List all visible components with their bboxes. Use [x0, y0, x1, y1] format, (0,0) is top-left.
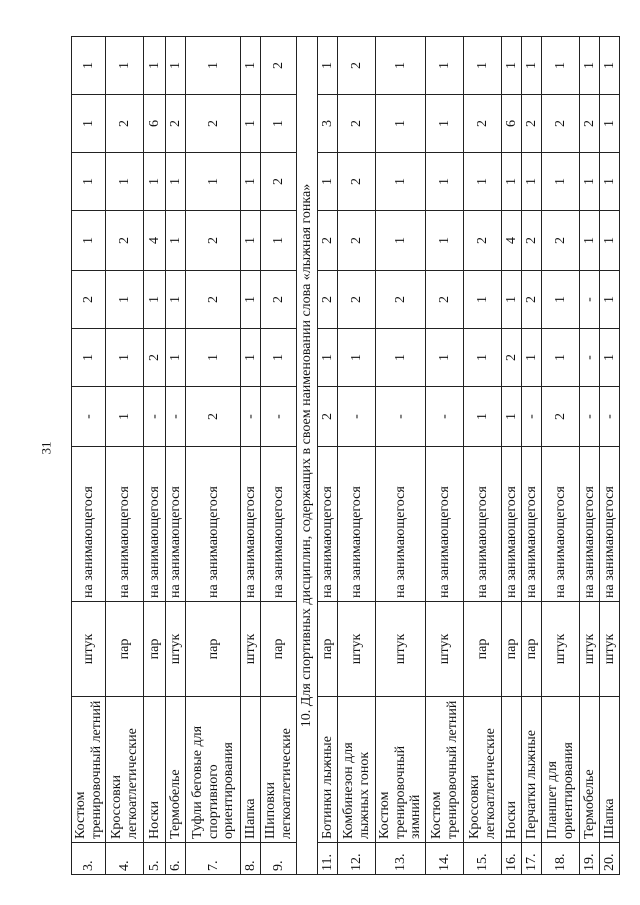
value-cell: 2	[426, 271, 464, 329]
basis-cell: на занимающегося	[261, 447, 297, 602]
value-cell: 6	[502, 95, 522, 153]
value-cell: 2	[338, 153, 376, 211]
value-cell: -	[580, 329, 600, 387]
unit-cell: пар	[318, 602, 338, 697]
basis-cell: на занимающегося	[144, 447, 166, 602]
value-cell: 1	[580, 211, 600, 271]
value-cell: 1	[464, 153, 502, 211]
value-cell: 1	[542, 153, 580, 211]
value-cell: 1	[542, 271, 580, 329]
row-number: 16.	[502, 843, 522, 875]
row-number: 20.	[600, 843, 620, 875]
value-cell: 1	[241, 211, 261, 271]
basis-cell: на занимающегося	[502, 447, 522, 602]
table-row	[580, 37, 600, 875]
value-cell: 1	[106, 329, 144, 387]
value-cell: 1	[542, 329, 580, 387]
value-cell: 2	[542, 211, 580, 271]
row-number: 14.	[426, 843, 464, 875]
value-cell: 1	[580, 37, 600, 95]
table-row	[106, 37, 144, 875]
value-cell: 2	[166, 95, 186, 153]
basis-cell: на занимающегося	[338, 447, 376, 602]
table-row	[186, 37, 241, 875]
value-cell: -	[144, 387, 166, 447]
value-cell: 2	[261, 153, 297, 211]
value-cell: 4	[502, 211, 522, 271]
value-cell: 2	[464, 211, 502, 271]
value-cell: 1	[166, 153, 186, 211]
basis-cell: на занимающегося	[241, 447, 261, 602]
value-cell: 1	[522, 329, 542, 387]
unit-cell: пар	[261, 602, 297, 697]
value-cell: 1	[426, 329, 464, 387]
value-cell: 1	[144, 271, 166, 329]
row-number: 6.	[166, 843, 186, 875]
value-cell: 1	[426, 211, 464, 271]
value-cell: 2	[542, 387, 580, 447]
item-name: Кроссовки легкоатлетические	[106, 697, 144, 843]
value-cell: -	[426, 387, 464, 447]
value-cell: 1	[600, 37, 620, 95]
value-cell: 1	[106, 37, 144, 95]
row-number: 4.	[106, 843, 144, 875]
value-cell: 2	[261, 37, 297, 95]
value-cell: 1	[464, 37, 502, 95]
table-row	[261, 37, 297, 875]
value-cell: 2	[376, 271, 426, 329]
unit-cell: пар	[502, 602, 522, 697]
value-cell: -	[72, 387, 106, 447]
value-cell: -	[376, 387, 426, 447]
value-cell: 2	[580, 95, 600, 153]
value-cell: 2	[522, 211, 542, 271]
value-cell: 1	[186, 329, 241, 387]
value-cell: 2	[261, 271, 297, 329]
item-name: Комбинезон для лыжных гонок	[338, 697, 376, 843]
item-name: Термобелье	[166, 697, 186, 843]
table-row	[376, 37, 426, 875]
basis-cell: на занимающегося	[522, 447, 542, 602]
value-cell: 2	[186, 387, 241, 447]
item-name: Носки	[144, 697, 166, 843]
value-cell: 1	[502, 37, 522, 95]
table-row	[166, 37, 186, 875]
value-cell: 1	[241, 37, 261, 95]
value-cell: 1	[338, 329, 376, 387]
basis-cell: на занимающегося	[106, 447, 144, 602]
table-row	[318, 37, 338, 875]
value-cell: 1	[166, 271, 186, 329]
value-cell: 2	[72, 271, 106, 329]
row-number: 12.	[338, 843, 376, 875]
value-cell: 1	[166, 211, 186, 271]
value-cell: -	[338, 387, 376, 447]
value-cell: 1	[522, 37, 542, 95]
value-cell: -	[522, 387, 542, 447]
value-cell: 1	[106, 387, 144, 447]
value-cell: 2	[106, 95, 144, 153]
value-cell: 1	[376, 153, 426, 211]
row-number: 15.	[464, 843, 502, 875]
basis-cell: на занимающегося	[72, 447, 106, 602]
value-cell: 1	[502, 271, 522, 329]
value-cell: -	[166, 387, 186, 447]
item-name: Ботинки лыжные	[318, 697, 338, 843]
item-name: Шапка	[241, 697, 261, 843]
value-cell: 1	[318, 153, 338, 211]
value-cell: 3	[318, 95, 338, 153]
value-cell: 1	[376, 95, 426, 153]
value-cell: 1	[72, 329, 106, 387]
value-cell: 1	[318, 329, 338, 387]
unit-cell: пар	[106, 602, 144, 697]
item-name: Шапка	[600, 697, 620, 843]
table-body	[72, 37, 620, 875]
table-row	[241, 37, 261, 875]
value-cell: 1	[464, 329, 502, 387]
value-cell: 1	[600, 211, 620, 271]
basis-cell: на занимающегося	[318, 447, 338, 602]
value-cell: 1	[600, 95, 620, 153]
basis-cell: на занимающегося	[600, 447, 620, 602]
table-row	[144, 37, 166, 875]
value-cell: 1	[426, 153, 464, 211]
value-cell: 1	[186, 153, 241, 211]
item-name: Костюм тренировочный летний	[426, 697, 464, 843]
value-cell: 1	[376, 329, 426, 387]
value-cell: 1	[376, 37, 426, 95]
row-number: 13.	[376, 843, 426, 875]
unit-cell: штук	[426, 602, 464, 697]
value-cell: 1	[522, 153, 542, 211]
value-cell: 1	[186, 37, 241, 95]
value-cell: 1	[241, 153, 261, 211]
unit-cell: штук	[580, 602, 600, 697]
table-row	[522, 37, 542, 875]
value-cell: 1	[502, 387, 522, 447]
value-cell: 2	[186, 271, 241, 329]
value-cell: 1	[600, 271, 620, 329]
value-cell: -	[580, 387, 600, 447]
value-cell: 2	[144, 329, 166, 387]
unit-cell: штук	[542, 602, 580, 697]
row-number: 19.	[580, 843, 600, 875]
page-number: 31	[38, 441, 54, 455]
value-cell: 1	[72, 211, 106, 271]
value-cell: 6	[144, 95, 166, 153]
row-number: 17.	[522, 843, 542, 875]
basis-cell: на занимающегося	[186, 447, 241, 602]
basis-cell: на занимающегося	[580, 447, 600, 602]
table-row	[72, 37, 106, 875]
table-row	[600, 37, 620, 875]
value-cell: 1	[502, 153, 522, 211]
unit-cell: штук	[72, 602, 106, 697]
item-name: Термобелье	[580, 697, 600, 843]
value-cell: 2	[522, 271, 542, 329]
value-cell: 4	[144, 211, 166, 271]
table-row	[426, 37, 464, 875]
value-cell: -	[241, 387, 261, 447]
row-number: 7.	[186, 843, 241, 875]
value-cell: 1	[318, 37, 338, 95]
item-name: Кроссовки легкоатлетические	[464, 697, 502, 843]
item-name: Туфли беговые для спортивного ориентирования	[186, 697, 241, 843]
section-heading: 10. Для спортивных дисциплин, содержащих в своем наименовании слова «лыжная гонка»	[297, 37, 318, 875]
table-row	[338, 37, 376, 875]
basis-cell: на занимающегося	[376, 447, 426, 602]
value-cell: 1	[426, 95, 464, 153]
unit-cell: штук	[376, 602, 426, 697]
row-number: 9.	[261, 843, 297, 875]
value-cell: 1	[72, 153, 106, 211]
row-number: 5.	[144, 843, 166, 875]
basis-cell: на занимающегося	[464, 447, 502, 602]
basis-cell: на занимающегося	[542, 447, 580, 602]
unit-cell: штук	[241, 602, 261, 697]
value-cell: 1	[600, 329, 620, 387]
value-cell: 1	[464, 387, 502, 447]
value-cell: 2	[502, 329, 522, 387]
item-name: Перчатки лыжные	[522, 697, 542, 843]
value-cell: 2	[318, 271, 338, 329]
row-number: 18.	[542, 843, 580, 875]
value-cell: 1	[241, 329, 261, 387]
basis-cell: на занимающегося	[426, 447, 464, 602]
value-cell: 2	[318, 211, 338, 271]
value-cell: 1	[261, 329, 297, 387]
value-cell: -	[600, 387, 620, 447]
value-cell: -	[261, 387, 297, 447]
rotated-page	[71, 37, 617, 875]
table-row	[464, 37, 502, 875]
value-cell: 2	[338, 271, 376, 329]
equipment-table	[71, 36, 620, 875]
value-cell: 2	[186, 211, 241, 271]
value-cell: 2	[338, 37, 376, 95]
basis-cell: на занимающегося	[166, 447, 186, 602]
value-cell: 1	[600, 153, 620, 211]
value-cell: 1	[580, 153, 600, 211]
unit-cell: пар	[186, 602, 241, 697]
unit-cell: штук	[166, 602, 186, 697]
item-name: Костюм тренировочный летний	[72, 697, 106, 843]
unit-cell: штук	[600, 602, 620, 697]
table-row	[542, 37, 580, 875]
value-cell: 1	[241, 271, 261, 329]
row-number: 3.	[72, 843, 106, 875]
item-name: Носки	[502, 697, 522, 843]
value-cell: 1	[166, 37, 186, 95]
value-cell: 1	[106, 271, 144, 329]
item-name: Костюм тренировочный зимний	[376, 697, 426, 843]
value-cell: 1	[542, 37, 580, 95]
value-cell: 1	[106, 153, 144, 211]
value-cell: 1	[261, 211, 297, 271]
item-name: Планшет для ориентирования	[542, 697, 580, 843]
value-cell: 2	[338, 211, 376, 271]
value-cell: 1	[72, 95, 106, 153]
unit-cell: штук	[338, 602, 376, 697]
row-number: 11.	[318, 843, 338, 875]
value-cell: 2	[338, 95, 376, 153]
value-cell: 1	[144, 37, 166, 95]
value-cell: 1	[241, 95, 261, 153]
value-cell: 2	[318, 387, 338, 447]
row-number: 8.	[241, 843, 261, 875]
value-cell: 1	[166, 329, 186, 387]
value-cell: 1	[144, 153, 166, 211]
value-cell: 1	[261, 95, 297, 153]
unit-cell: пар	[144, 602, 166, 697]
value-cell: 1	[464, 271, 502, 329]
section-row	[297, 37, 318, 875]
item-name: Шиповки легкоатлетические	[261, 697, 297, 843]
unit-cell: пар	[464, 602, 502, 697]
value-cell: 2	[186, 95, 241, 153]
value-cell: 1	[376, 211, 426, 271]
table-row	[502, 37, 522, 875]
value-cell: -	[580, 271, 600, 329]
value-cell: 1	[72, 37, 106, 95]
value-cell: 2	[106, 211, 144, 271]
value-cell: 2	[464, 95, 502, 153]
value-cell: 1	[426, 37, 464, 95]
value-cell: 2	[542, 95, 580, 153]
unit-cell: пар	[522, 602, 542, 697]
value-cell: 2	[522, 95, 542, 153]
